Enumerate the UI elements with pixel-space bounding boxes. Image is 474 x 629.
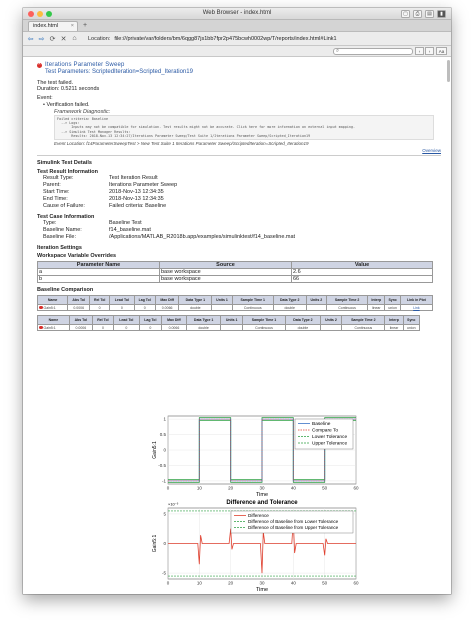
report-title: Iterations Parameter Sweep <box>45 62 125 68</box>
refresh-icon[interactable]: ⟳ <box>49 35 56 43</box>
y-tick-label: 1 <box>163 416 166 422</box>
baseline-comparison-heading: Baseline Comparison <box>37 287 94 294</box>
simulink-test-details-heading: Simulink Test Details <box>37 160 92 167</box>
test-failed-text: The test failed. <box>37 80 74 86</box>
table-cell: 0.0006 <box>69 325 92 331</box>
table-cell: union <box>403 325 419 331</box>
table-header: Max Diff <box>155 296 179 305</box>
table-cell: a <box>38 269 160 276</box>
test-result-info-value: 2018-Nov-13 12:34:35 <box>109 196 164 203</box>
match-case-button[interactable]: Aa <box>436 47 447 55</box>
table-cell <box>221 325 243 331</box>
table-cell: b <box>38 276 160 283</box>
framework-diagnostic <box>51 109 441 140</box>
y-axis-label: Gain5:1 <box>152 534 158 553</box>
fail-icon <box>39 326 43 330</box>
divider <box>37 155 441 156</box>
table-header: Sample Time 1 <box>242 316 285 325</box>
legend-entry: Compare To <box>312 428 339 434</box>
x-tick-label: 20 <box>228 485 234 491</box>
table-header: Sample Time 1 <box>232 296 273 305</box>
fail-icon <box>39 306 43 310</box>
table-cell <box>320 325 342 331</box>
table-cell: 0 <box>110 305 134 311</box>
table-header: Sync <box>403 316 419 325</box>
test-result-info-heading: Test Result Information <box>37 169 99 176</box>
verification-text: Verification failed. <box>46 102 90 108</box>
table-header: Data Type 1 <box>186 316 221 325</box>
find-bar <box>23 46 451 57</box>
verification-item: • Verification failed. <box>43 102 90 108</box>
table-cell <box>38 305 68 311</box>
test-result-info <box>37 175 441 210</box>
y-tick-label: -1 <box>161 478 166 484</box>
x-axis-label: Time <box>255 492 269 497</box>
test-result-info-key: Result Type: <box>43 175 74 182</box>
table-cell: Continuous <box>242 325 285 331</box>
x-tick-label: 50 <box>322 485 328 491</box>
x-tick-label: 10 <box>196 485 202 491</box>
forward-icon[interactable]: ⇨ <box>38 35 45 43</box>
diagnostic-text: Failed criteria: Baseline --> Logs: Inputs may not be compatible for simulation. Test results might not be accurate. Click here for more information on external input mapping. --> Simulink Test Manager Results: Results: 2018-Nov-13 12:34:27/Iterations Parameter Sweep/Test Suite 1/Iterations Parameter Sweep/Scripted_Iteration19 <box>54 115 434 140</box>
y-tick-label: 0 <box>163 447 166 453</box>
legend-entry: Difference of Baseline from Lower Tolerance <box>248 519 339 524</box>
table-header: Max Diff <box>162 316 187 325</box>
save-icon[interactable]: ▤ <box>425 10 434 18</box>
table-header: Data Type 1 <box>179 296 212 305</box>
legend-entry: Baseline <box>312 422 331 427</box>
table-cell: Continuous <box>342 325 385 331</box>
table-row <box>38 305 433 311</box>
test-case-info-value: /Applications/MATLAB_R2018b.app/examples/simulinktest/f14_baseline.mat <box>109 234 296 241</box>
test-case-info-value: Baseline Test <box>109 220 142 227</box>
y-axis-label: Gain5:1 <box>152 441 158 459</box>
navigation-toolbar <box>23 32 451 46</box>
table-cell: Continuous <box>232 305 273 311</box>
table-header: Rel Tol <box>90 296 110 305</box>
table-header: Data Type 2 <box>273 296 306 305</box>
table-cell: double <box>179 305 212 311</box>
table-row <box>38 325 420 331</box>
table-cell: 0 <box>134 305 155 311</box>
legend-entry: Difference <box>248 513 269 518</box>
search-icon: ⌕ <box>336 48 340 54</box>
x-tick-label: 60 <box>353 485 359 491</box>
y-axis-exponent: ×10⁻³ <box>168 501 179 507</box>
table-cell: double <box>186 325 221 331</box>
test-result-info-key: Cause of Failure: <box>43 203 85 210</box>
table-cell: linear <box>385 325 403 331</box>
table-cell: 66 <box>292 276 433 283</box>
new-tab-button[interactable]: + <box>82 22 88 29</box>
back-icon[interactable]: ⇦ <box>27 35 34 43</box>
table-header: Link in Plot <box>400 296 432 305</box>
table-header: Name <box>38 296 68 305</box>
window-toolbar-buttons <box>401 10 446 18</box>
table-header: Lag Tol <box>139 316 161 325</box>
table-cell: 0 <box>113 325 139 331</box>
table-header: Sample Time 2 <box>327 296 368 305</box>
report-header <box>37 62 441 68</box>
baseline-comparison-table <box>37 295 433 311</box>
test-case-info-key: Type: <box>43 220 57 227</box>
signal-name <box>38 306 67 310</box>
x-tick-label: 50 <box>322 580 328 586</box>
legend-entry: Upper Tolerance <box>312 441 348 447</box>
table-header: Units 2 <box>320 316 342 325</box>
test-result-info-key: Start Time: <box>43 189 70 196</box>
table-cell: double <box>273 305 306 311</box>
duration-text: Duration: 0.5211 seconds <box>37 86 100 92</box>
home-icon[interactable]: ⌂ <box>72 35 77 42</box>
chart-title: Difference and Tolerance <box>226 500 298 506</box>
signal-name <box>38 326 69 330</box>
table-row <box>38 276 433 283</box>
location-label: Location: <box>88 35 111 42</box>
signal-label: Gain5:1 <box>43 305 56 310</box>
table-cell <box>212 305 232 311</box>
report-subtitle: Test Parameters: ScriptedIteration=Scripted_Iteration19 <box>45 69 193 75</box>
table-header: Source <box>160 262 292 269</box>
x-tick-label: 60 <box>353 580 359 586</box>
y-tick-label: 0 <box>163 541 166 546</box>
table-cell: 2.6 <box>292 269 433 276</box>
test-case-info-heading: Test Case Information <box>37 214 95 221</box>
table-cell[interactable]: Link <box>400 305 432 311</box>
event-location: Event Location: f14ParameterSweepTest > New Test Suite 1 Iterations Parameter Sweep/ScriptedIteration=Scripted_Iteration19 <box>54 141 309 147</box>
table-header: Sync <box>385 296 400 305</box>
title-bar <box>23 8 451 20</box>
table-cell: 0 <box>92 325 113 331</box>
baseline-comparison-table-2 <box>37 315 420 331</box>
x-axis-label: Time <box>255 587 269 593</box>
table-cell: 0.0006 <box>68 305 90 311</box>
table-header: Lag Tol <box>134 296 155 305</box>
table-header: Sample Time 2 <box>342 316 385 325</box>
table-cell: base workspace <box>160 276 292 283</box>
table-header: Units 2 <box>306 296 326 305</box>
test-case-info-key: Baseline Name: <box>43 227 82 234</box>
test-case-info-key: Baseline File: <box>43 234 77 241</box>
difference-tolerance-plot <box>23 497 451 594</box>
x-tick-label: 0 <box>166 580 170 586</box>
tab-index[interactable] <box>28 21 78 31</box>
table-cell: 0.0066 <box>162 325 187 331</box>
chart-legend <box>231 511 353 533</box>
error-icon <box>37 63 42 68</box>
address-field[interactable]: file:///private/var/folders/bm/6qgg87js1bb7fpr2p475bcwh0002wp/T/reports/index.html#Link1 <box>114 35 337 42</box>
bookmark-icon[interactable]: ▢ <box>401 10 410 18</box>
test-result-info-value: 2018-Nov-13 12:34:35 <box>109 189 164 196</box>
tab-label: index.html <box>33 23 59 29</box>
table-cell <box>306 305 326 311</box>
table-header: Lead Tol <box>110 296 134 305</box>
scrollbar-thumb[interactable] <box>447 60 450 82</box>
sidebar-icon[interactable]: ▮ <box>437 10 446 18</box>
table-header: Lead Tol <box>113 316 139 325</box>
find-previous-button[interactable]: ‹ <box>415 47 424 55</box>
event-label: Event: <box>37 95 53 101</box>
table-header: Abs Tol <box>69 316 92 325</box>
table-header: Units 1 <box>221 316 243 325</box>
table-cell: double <box>286 325 321 331</box>
x-tick-label: 20 <box>228 580 234 586</box>
table-header: Rel Tol <box>92 316 113 325</box>
table-header: Interp <box>385 316 403 325</box>
framework-diagnostic-label: Framework Diagnostic: <box>54 109 111 115</box>
table-cell: 0 <box>139 325 161 331</box>
table-cell: 0.0066 <box>155 305 179 311</box>
test-case-info-value: f14_baseline.mat <box>109 227 151 234</box>
window-title: Web Browser - index.html <box>202 10 272 16</box>
legend-entry: Lower Tolerance <box>312 435 348 440</box>
chart-legend <box>295 419 353 449</box>
x-tick-label: 30 <box>259 580 265 586</box>
table-header: Abs Tol <box>68 296 90 305</box>
test-result-info-value: Failed criteria: Baseline <box>109 203 167 210</box>
close-tab-icon[interactable]: × <box>70 23 74 29</box>
table-header: Units 1 <box>212 296 232 305</box>
y-tick-label: -5 <box>161 570 166 576</box>
overview-link[interactable]: Overview <box>422 148 441 154</box>
y-tick-label: -0.5 <box>158 462 166 468</box>
baseline-signal-plot <box>23 404 451 497</box>
tab-bar <box>23 20 451 32</box>
y-tick-label: 5 <box>163 511 166 517</box>
workspace-overrides-heading: Workspace Variable Overrides <box>37 253 117 260</box>
table-cell <box>38 325 70 331</box>
x-tick-label: 0 <box>166 485 170 491</box>
iteration-settings-heading: Iteration Settings <box>37 245 82 252</box>
test-result-info-key: End Time: <box>43 196 68 203</box>
table-header: Data Type 2 <box>286 316 321 325</box>
test-case-info <box>37 220 441 241</box>
x-tick-label: 40 <box>290 580 296 586</box>
table-header: Interp <box>368 296 385 305</box>
find-next-button[interactable]: › <box>425 47 434 55</box>
table-cell: base workspace <box>160 269 292 276</box>
test-result-info-value: Iterations Parameter Sweep <box>109 182 178 189</box>
test-result-info-value: Test Iteration Result <box>109 175 158 182</box>
table-cell: union <box>385 305 400 311</box>
signal-label: Gain5:1 <box>43 325 56 330</box>
x-tick-label: 40 <box>290 485 296 491</box>
print-icon[interactable]: ⎙ <box>413 10 422 18</box>
table-header: Parameter Name <box>38 262 160 269</box>
legend-entry: Difference of Baseline from Upper Tolerance <box>248 525 339 530</box>
table-row <box>38 269 433 276</box>
x-tick-label: 30 <box>259 485 265 491</box>
stop-icon[interactable]: ✕ <box>60 35 67 43</box>
y-tick-label: 0.5 <box>159 432 166 438</box>
search-input[interactable] <box>333 48 413 55</box>
table-cell: Continuous <box>327 305 368 311</box>
table-header: Value <box>292 262 433 269</box>
test-result-info-key: Parent: <box>43 182 61 189</box>
table-cell: 0 <box>90 305 110 311</box>
x-tick-label: 10 <box>196 580 202 586</box>
table-header: Name <box>38 316 70 325</box>
browser-window <box>23 8 451 594</box>
table-cell: linear <box>368 305 385 311</box>
workspace-overrides-table <box>37 261 433 283</box>
